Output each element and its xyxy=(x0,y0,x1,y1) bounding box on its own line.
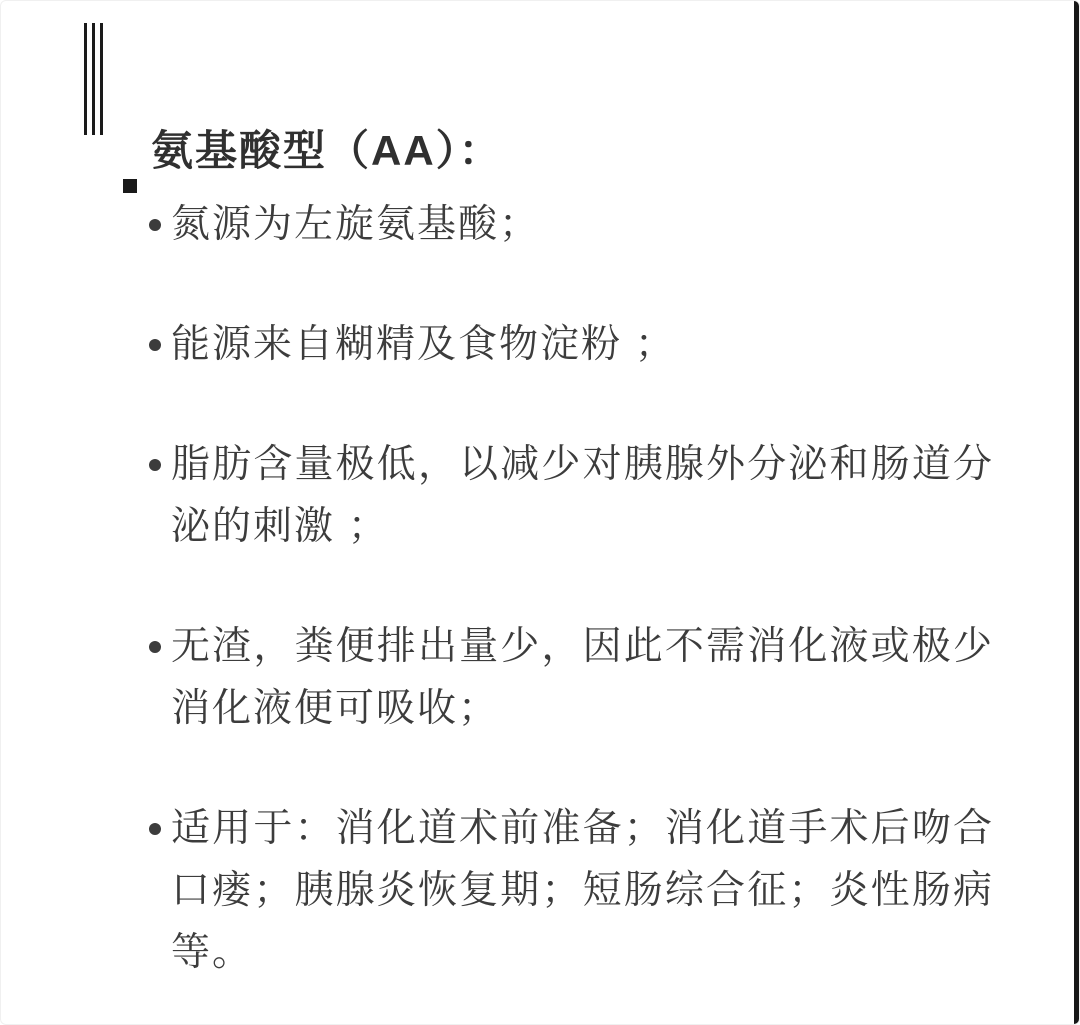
bullet-dot-icon xyxy=(149,219,161,231)
list-item-text: 无渣，粪便排出量少，因此不需消化液或极少消化液便可吸收； xyxy=(171,625,994,730)
list-item xyxy=(149,314,994,376)
list-item-text: 氮源为左旋氨基酸； xyxy=(171,203,541,246)
square-bullet-icon xyxy=(123,179,137,193)
bullet-dot-icon xyxy=(149,823,161,835)
triple-vertical-bars-icon xyxy=(84,23,108,135)
vertical-bar xyxy=(100,23,103,135)
section-heading xyxy=(123,99,503,203)
vertical-bar xyxy=(84,23,87,135)
list-item-text: 脂肪含量极低，以减少对胰腺外分泌和肠道分泌的刺激 ； xyxy=(171,443,994,548)
list-item xyxy=(149,194,994,256)
list-item xyxy=(149,616,994,740)
list-item-text: 能源来自糊精及食物淀粉 ； xyxy=(171,323,676,366)
bullet-list xyxy=(149,194,994,984)
section-title: 氨基酸型（AA）： xyxy=(151,127,503,175)
bullet-dot-icon xyxy=(149,459,161,471)
list-item xyxy=(149,798,994,984)
vertical-bar xyxy=(92,23,95,135)
bullet-dot-icon xyxy=(149,339,161,351)
list-item xyxy=(149,434,994,558)
list-item-text: 适用于：消化道术前准备；消化道手术后吻合口瘘；胰腺炎恢复期；短肠综合征；炎性肠病等。 xyxy=(171,807,994,974)
bullet-dot-icon xyxy=(149,641,161,653)
screen-right-edge-bar xyxy=(1074,1,1079,1024)
